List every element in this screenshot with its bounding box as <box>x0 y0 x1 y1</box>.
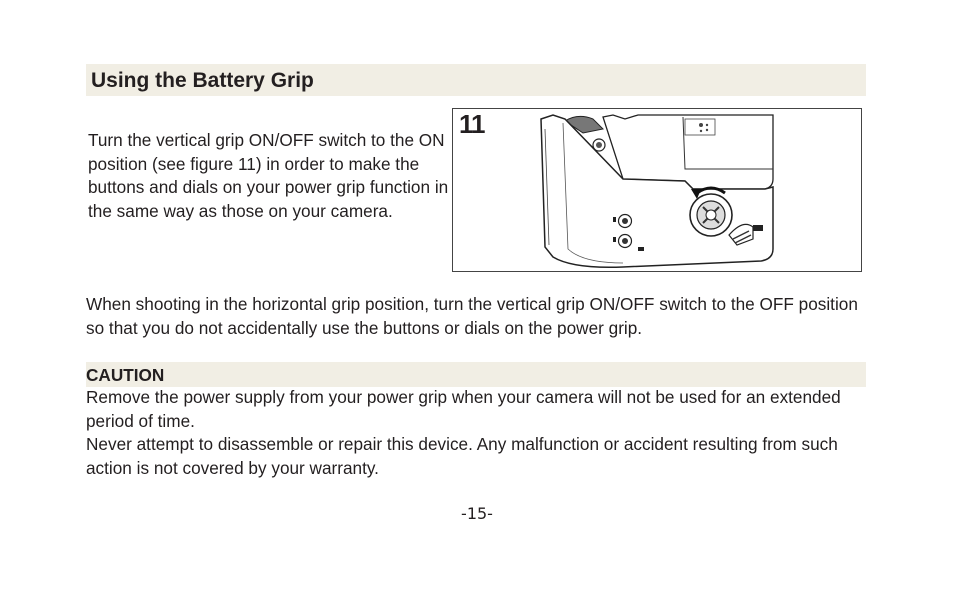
caution-paragraph-1: Remove the power supply from your power grip when your camera will not be used for an extended period of time. <box>86 387 841 431</box>
caution-paragraph-2: Never attempt to disassemble or repair this device. Any malfunction or accident resulting from such action is not covered by your warranty. <box>86 434 838 478</box>
figure-number: 11 <box>459 109 485 139</box>
page-number: -15- <box>461 504 493 523</box>
section-heading-bar <box>86 64 866 96</box>
caution-heading: CAUTION <box>86 365 165 385</box>
section-heading: Using the Battery Grip <box>91 69 314 92</box>
intro-paragraph: Turn the vertical grip ON/OFF switch to the ON position (see figure 11) in order to make the buttons and dials on your power grip function in the same way as those on your camera. <box>88 130 449 221</box>
caution-heading-bar <box>86 362 866 387</box>
figure-11 <box>452 108 862 272</box>
battery-grip-illustration <box>453 109 862 272</box>
horizontal-grip-paragraph: When shooting in the horizontal grip position, turn the vertical grip ON/OFF switch to the OFF position so that you do not accidentally use the buttons or dials on the power grip. <box>86 294 858 338</box>
